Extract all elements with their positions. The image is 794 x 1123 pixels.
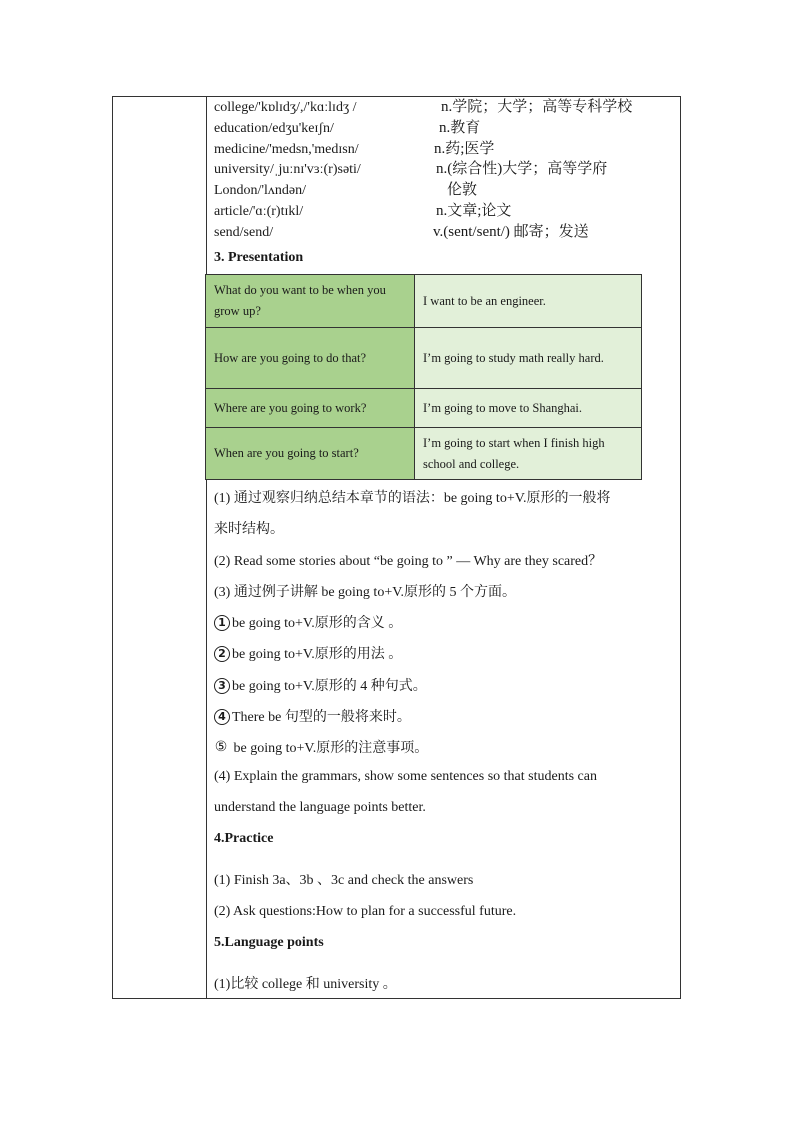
answer-cell: I want to be an engineer.	[415, 275, 642, 328]
question-cell: When are you going to start?	[206, 428, 415, 480]
presentation-heading: 3. Presentation	[214, 250, 304, 265]
question-cell: What do you want to be when you grow up?	[206, 275, 415, 328]
circled-number: 3	[214, 678, 230, 694]
list-item-text: be going to+V.原形的含义 。	[232, 616, 403, 631]
language-point-line: (1)比较 college 和 university 。	[214, 977, 397, 992]
list-item-text: be going to+V.原形的注意事项。	[230, 741, 429, 756]
practice-line: (1) Finish 3a、3b 、3c and check the answers	[214, 873, 474, 888]
practice-heading: 4.Practice	[214, 831, 274, 846]
presentation-table	[205, 274, 642, 480]
list-item-text: There be 句型的一般将来时。	[232, 710, 411, 725]
vocab-meaning: n.文章;论文	[436, 203, 512, 219]
table-row	[206, 389, 642, 428]
vocab-word: London/'lʌndən/	[214, 183, 306, 198]
list-item	[214, 706, 411, 726]
note-line: (4) Explain the grammars, show some sentences so that students can	[214, 769, 597, 784]
answer-cell: I’m going to study math really hard.	[415, 328, 642, 389]
list-item	[214, 612, 402, 632]
list-item	[214, 643, 402, 663]
question-cell: How are you going to do that?	[206, 328, 415, 389]
circled-number: 2	[214, 646, 230, 662]
answer-cell: I’m going to move to Shanghai.	[415, 389, 642, 428]
vocab-meaning: 伦敦	[447, 182, 478, 198]
vocab-word: university/ˌjuːnɪ'vɜː(r)səti/	[214, 162, 361, 177]
vocab-word: medicine/'medsn,'medɪsn/	[214, 142, 359, 157]
table-row	[206, 275, 642, 328]
vocab-word: education/edʒu'keɪʃn/	[214, 121, 334, 136]
note-line: (2) Read some stories about “be going to ” — Why are they scared？	[214, 554, 603, 569]
table-row	[206, 328, 642, 389]
vocab-meaning: n.药;医学	[434, 141, 495, 157]
vocab-word: college/'kɒlɪdʒ/,/'kɑːlɪdʒ /	[214, 100, 357, 115]
list-item	[214, 675, 427, 695]
table-row	[206, 428, 642, 480]
lesson-table-frame	[112, 96, 681, 999]
circled-number: ⑤	[214, 739, 228, 755]
vocab-meaning: n.学院；大学；高等专科学校	[441, 99, 633, 115]
practice-line: (2) Ask questions:How to plan for a successful future.	[214, 904, 517, 919]
note-line: 来时结构。	[214, 522, 284, 537]
circled-number: 4	[214, 709, 230, 725]
list-item-text: be going to+V.原形的 4 种句式。	[232, 679, 427, 694]
vocab-word: article/'ɑː(r)tɪkl/	[214, 204, 304, 219]
vocab-meaning: n.(综合性)大学；高等学府	[436, 161, 608, 177]
note-line: understand the language points better.	[214, 800, 426, 815]
list-item	[214, 737, 428, 757]
note-line: (1) 通过观察归纳总结本章节的语法：be going to+V.原形的一般将	[214, 491, 611, 506]
note-line: (3) 通过例子讲解 be going to+V.原形的 5 个方面。	[214, 585, 517, 600]
column-divider	[206, 96, 207, 999]
language-points-heading: 5.Language points	[214, 935, 324, 950]
vocab-word: send/send/	[214, 225, 274, 240]
vocab-meaning: v.(sent/sent/) 邮寄；发送	[433, 224, 589, 240]
vocab-meaning: n.教育	[439, 120, 481, 136]
circled-number: 1	[214, 615, 230, 631]
question-cell: Where are you going to work?	[206, 389, 415, 428]
list-item-text: be going to+V.原形的用法 。	[232, 647, 403, 662]
answer-cell: I’m going to start when I finish high school and college.	[415, 428, 642, 480]
